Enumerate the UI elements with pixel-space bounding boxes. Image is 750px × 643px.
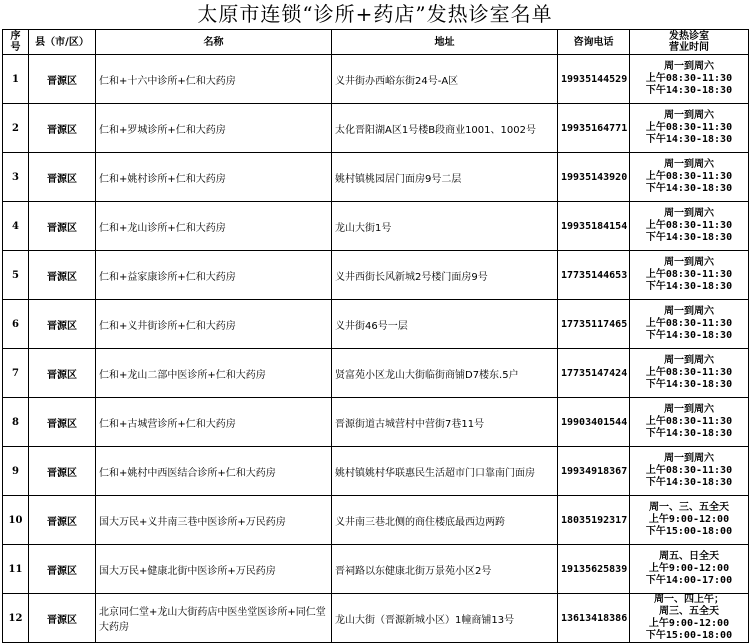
- row-name-cell: 仁和+义井街诊所+仁和大药房: [96, 300, 332, 349]
- hours-line: 周一到周六: [664, 257, 714, 268]
- row-phone-cell: 19935143920: [558, 153, 630, 202]
- hours-line: 下午14:30-18:30: [645, 330, 733, 341]
- table-body: [3, 55, 749, 643]
- hours-line: 上午08:30-11:30: [645, 122, 733, 133]
- row-phone-cell: 19935144529: [558, 55, 630, 104]
- row-address-cell: 晋祠路以东健康北街万景苑小区2号: [332, 545, 558, 594]
- row-phone-cell: 19935164771: [558, 104, 630, 153]
- row-hours-cell: [630, 104, 749, 153]
- hours-line: 周三、五全天: [659, 606, 719, 617]
- header-address: 地址: [332, 30, 558, 55]
- row-address-cell: 义井街46号一层: [332, 300, 558, 349]
- row-county-cell: 晋源区: [29, 594, 96, 643]
- hours-line: 上午9:00-12:00: [648, 618, 730, 629]
- hours-line: 周一到周六: [664, 208, 714, 219]
- row-address-cell: 义井街办西峪东街24号-A区: [332, 55, 558, 104]
- table-row: [3, 104, 749, 153]
- row-county-cell: 晋源区: [29, 202, 96, 251]
- table-row: [3, 349, 749, 398]
- row-county-cell: 晋源区: [29, 300, 96, 349]
- row-hours-cell: [630, 300, 749, 349]
- hours-line: 周一、四上午；: [654, 594, 724, 605]
- row-hours-cell: [630, 202, 749, 251]
- header-hours-line2: 营业时间: [669, 42, 709, 53]
- header-name: 名称: [96, 30, 332, 55]
- hours-line: 上午9:00-12:00: [648, 514, 730, 525]
- hours-line: 周一到周六: [664, 110, 714, 121]
- row-name-cell: 仁和+姚村诊所+仁和大药房: [96, 153, 332, 202]
- hours-line: 上午08:30-11:30: [645, 318, 733, 329]
- row-hours-cell: [630, 447, 749, 496]
- row-name-cell: 仁和+罗城诊所+仁和大药房: [96, 104, 332, 153]
- hours-line: 上午08:30-11:30: [645, 465, 733, 476]
- hours-line: 下午14:00-17:00: [645, 575, 733, 586]
- hours-line: 周一到周六: [664, 355, 714, 366]
- row-index-cell: 10: [3, 496, 29, 545]
- row-name-cell: 仁和+姚村中西医结合诊所+仁和大药房: [96, 447, 332, 496]
- row-index-cell: 1: [3, 55, 29, 104]
- table-row: [3, 251, 749, 300]
- table-row: [3, 300, 749, 349]
- row-phone-cell: 17735117465: [558, 300, 630, 349]
- table-row: [3, 55, 749, 104]
- clinic-table: [2, 29, 749, 643]
- table-header-row: [3, 30, 749, 55]
- row-county-cell: 晋源区: [29, 251, 96, 300]
- row-phone-cell: 13613418386: [558, 594, 630, 643]
- row-hours-cell: [630, 349, 749, 398]
- row-name-cell: 国大万民+健康北街中医诊所+万民药房: [96, 545, 332, 594]
- hours-line: 下午14:30-18:30: [645, 477, 733, 488]
- row-index-cell: 6: [3, 300, 29, 349]
- row-address-cell: 义井西街长风新城2号楼门面房9号: [332, 251, 558, 300]
- header-county: 县（市/区）: [29, 30, 96, 55]
- hours-line: 下午14:30-18:30: [645, 379, 733, 390]
- row-county-cell: 晋源区: [29, 153, 96, 202]
- hours-line: 下午15:00-18:00: [645, 630, 733, 641]
- hours-line: 周一到周六: [664, 404, 714, 415]
- row-county-cell: 晋源区: [29, 496, 96, 545]
- row-name-cell: 北京同仁堂+龙山大街药店中医坐堂医诊所+同仁堂大药房: [96, 594, 332, 643]
- hours-line: 下午14:30-18:30: [645, 428, 733, 439]
- row-phone-cell: 17735144653: [558, 251, 630, 300]
- hours-line: 上午08:30-11:30: [645, 269, 733, 280]
- row-phone-cell: 18035192317: [558, 496, 630, 545]
- row-hours-cell: [630, 594, 749, 643]
- hours-line: 下午14:30-18:30: [645, 85, 733, 96]
- row-hours-cell: [630, 251, 749, 300]
- row-address-cell: 姚村镇姚村华联惠民生活超市门口靠南门面房: [332, 447, 558, 496]
- row-address-cell: 贤富苑小区龙山大街临街商铺D7楼东.5户: [332, 349, 558, 398]
- row-hours-cell: [630, 545, 749, 594]
- table-row: [3, 496, 749, 545]
- row-index-cell: 3: [3, 153, 29, 202]
- row-name-cell: 仁和+古城营诊所+仁和大药房: [96, 398, 332, 447]
- row-address-cell: 义井南三巷北侧的商住楼底最西边两跨: [332, 496, 558, 545]
- row-address-cell: 太化晋阳湖A区1号楼B段商业1001、1002号: [332, 104, 558, 153]
- table-row: [3, 398, 749, 447]
- table-row: [3, 153, 749, 202]
- header-index: 序号: [3, 30, 29, 55]
- row-index-cell: 4: [3, 202, 29, 251]
- header-hours-line1: 发热诊室: [669, 31, 709, 42]
- row-phone-cell: 19903401544: [558, 398, 630, 447]
- row-name-cell: 仁和+龙山诊所+仁和大药房: [96, 202, 332, 251]
- hours-line: 下午14:30-18:30: [645, 134, 733, 145]
- row-county-cell: 晋源区: [29, 545, 96, 594]
- row-hours-cell: [630, 398, 749, 447]
- row-address-cell: 龙山大街1号: [332, 202, 558, 251]
- header-hours: [630, 30, 749, 55]
- page-title: 太原市连锁“诊所+药店”发热诊室名单: [197, 2, 553, 26]
- hours-line: 周一到周六: [664, 159, 714, 170]
- row-index-cell: 12: [3, 594, 29, 643]
- row-name-cell: 仁和+益家康诊所+仁和大药房: [96, 251, 332, 300]
- hours-line: 下午14:30-18:30: [645, 232, 733, 243]
- hours-line: 上午08:30-11:30: [645, 416, 733, 427]
- row-index-cell: 9: [3, 447, 29, 496]
- row-county-cell: 晋源区: [29, 104, 96, 153]
- row-name-cell: 仁和+龙山二部中医诊所+仁和大药房: [96, 349, 332, 398]
- hours-line: 上午08:30-11:30: [645, 171, 733, 182]
- hours-line: 周一到周六: [664, 61, 714, 72]
- row-phone-cell: 17735147424: [558, 349, 630, 398]
- hours-line: 周五、日全天: [659, 551, 719, 562]
- row-hours-cell: [630, 496, 749, 545]
- row-name-cell: 仁和+十六中诊所+仁和大药房: [96, 55, 332, 104]
- row-hours-cell: [630, 55, 749, 104]
- header-phone: 咨询电话: [558, 30, 630, 55]
- row-county-cell: 晋源区: [29, 349, 96, 398]
- row-county-cell: 晋源区: [29, 447, 96, 496]
- table-row: [3, 594, 749, 643]
- row-phone-cell: 19934918367: [558, 447, 630, 496]
- row-address-cell: 龙山大街（晋源新城小区）1幢商铺13号: [332, 594, 558, 643]
- row-phone-cell: 19935184154: [558, 202, 630, 251]
- table-row: [3, 447, 749, 496]
- row-county-cell: 晋源区: [29, 55, 96, 104]
- hours-line: 周一到周六: [664, 453, 714, 464]
- hours-line: 下午14:30-18:30: [645, 183, 733, 194]
- hours-line: 上午08:30-11:30: [645, 220, 733, 231]
- hours-line: 下午15:00-18:00: [645, 526, 733, 537]
- hours-line: 下午14:30-18:30: [645, 281, 733, 292]
- table-row: [3, 545, 749, 594]
- row-county-cell: 晋源区: [29, 398, 96, 447]
- row-index-cell: 7: [3, 349, 29, 398]
- row-name-cell: 国大万民+义井南三巷中医诊所+万民药房: [96, 496, 332, 545]
- hours-line: 上午08:30-11:30: [645, 73, 733, 84]
- table-row: [3, 202, 749, 251]
- row-index-cell: 2: [3, 104, 29, 153]
- hours-line: 周一、三、五全天: [649, 502, 729, 513]
- row-index-cell: 11: [3, 545, 29, 594]
- hours-line: 上午9:00-12:00: [648, 563, 730, 574]
- row-index-cell: 8: [3, 398, 29, 447]
- row-index-cell: 5: [3, 251, 29, 300]
- hours-line: 周一到周六: [664, 306, 714, 317]
- row-address-cell: 姚村镇桃园居门面房9号二层: [332, 153, 558, 202]
- row-phone-cell: 19135625839: [558, 545, 630, 594]
- row-address-cell: 晋源街道古城营村中营街7巷11号: [332, 398, 558, 447]
- hours-line: 上午08:30-11:30: [645, 367, 733, 378]
- row-hours-cell: [630, 153, 749, 202]
